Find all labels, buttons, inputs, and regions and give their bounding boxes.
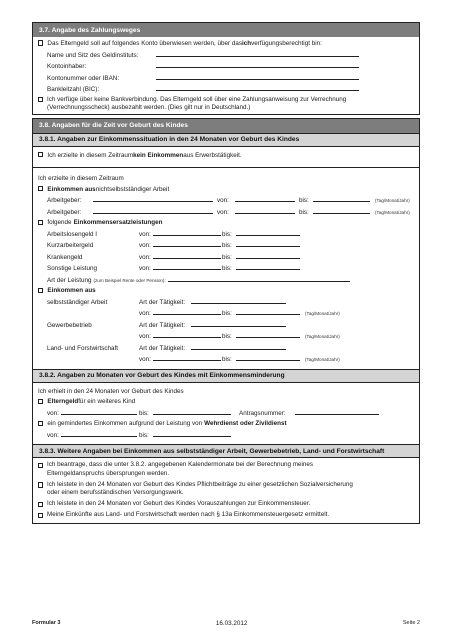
account-number-field[interactable] (156, 73, 359, 80)
checkbox[interactable] (38, 421, 43, 426)
section-title: 3.7. Angabe des Zahlungsweges (33, 23, 419, 37)
checkbox[interactable] (38, 502, 43, 507)
account-holder-field[interactable] (156, 61, 359, 68)
from-date-field[interactable] (235, 195, 295, 202)
option-social-contributions[interactable]: Ich leistete in den 24 Monaten vor Geburt des Kindes Pflichtbeiträge zu einer gesetzlichen Sozialversicherung oder einem berufsständischen Versorgungswerk. (38, 481, 414, 497)
from-date-field[interactable] (153, 354, 221, 361)
benefit-type-row: Art der Leistung (zum Beispiel Rente oder Pension): (38, 275, 414, 287)
from-date-field[interactable] (61, 408, 137, 415)
checkbox[interactable] (38, 97, 43, 102)
from-date-field[interactable] (153, 240, 221, 247)
benefit-row: Kurzarbeitergeld von: bis: (38, 240, 414, 252)
from-date-field[interactable] (153, 229, 221, 236)
option-employment[interactable]: Einkommen aus nichtselbstständiger Arbeit (38, 185, 414, 196)
to-date-field[interactable] (236, 263, 300, 270)
page-number: Seite 2 (402, 620, 420, 626)
checkbox[interactable] (38, 463, 43, 468)
checkbox[interactable] (38, 399, 43, 404)
from-date-field[interactable] (153, 252, 221, 259)
activity-type-field[interactable] (191, 297, 286, 304)
benefit-row: Sonstige Leistung von: bis: (38, 263, 414, 275)
checkbox[interactable] (38, 220, 43, 225)
from-date-field[interactable] (153, 308, 221, 315)
bank-institute-field[interactable] (156, 50, 359, 57)
option-cheque[interactable]: Ich verfüge über keine Bankverbindung. Das Elterngeld soll über eine Zahlungsanweisung zur Verrechnung (Verrechnungsscheck) ausbezahlt werden. (Dies gilt nur in Deutschland.) (38, 96, 414, 112)
field-label-holder: Kontoinhaber: (47, 63, 87, 70)
section-3-7 (32, 22, 420, 115)
to-date-field[interactable] (236, 229, 300, 236)
to-date-field[interactable] (153, 408, 231, 415)
form-page (32, 22, 420, 524)
activity-type-field[interactable] (191, 320, 286, 327)
bic-field[interactable] (156, 84, 359, 91)
form-date: 16.03.2012 (215, 620, 248, 627)
checkbox[interactable] (38, 186, 43, 191)
from-date-field[interactable] (61, 430, 137, 437)
option-bank-transfer[interactable]: Das Elterngeld soll auf folgendes Konto überwiesen werden, über das ich verfügungsberechtigt bin: (38, 39, 414, 50)
to-date-field[interactable] (313, 207, 370, 214)
checkbox[interactable] (38, 482, 43, 487)
subsection-title: 3.8.1. Angaben zur Einkommenssituation in den 24 Monaten vor Geburt des Kindes (33, 133, 419, 146)
option-self-employed[interactable]: Einkommen aus (38, 286, 414, 297)
employer-row: Arbeitgeber: von: bis: (Tag/Monat/Jahr) (47, 208, 410, 216)
from-date-field[interactable] (235, 207, 295, 214)
benefit-row: Krankengeld von: bis: (38, 252, 414, 264)
field-label-bic: Bankleitzahl (BIC): (47, 86, 100, 93)
employer-field[interactable] (93, 195, 213, 202)
activity-type-field[interactable] (191, 343, 286, 350)
to-date-field[interactable] (236, 240, 300, 247)
option-tax-prepayments[interactable]: Ich leistete in den 24 Monaten vor Geburt des Kindes Vorauszahlungen zur Einkommensteuer. (38, 500, 414, 508)
employer-field[interactable] (93, 207, 213, 214)
option-no-income[interactable]: Ich erzielte in diesem Zeitraum kein Einkommen aus Erwerbstätigkeit. (38, 151, 414, 162)
benefit-type-field[interactable] (168, 275, 350, 282)
field-label-account: Kontonummer oder IBAN: (47, 74, 120, 82)
to-date-field[interactable] (236, 308, 300, 315)
section-3-8: 3.8. Angaben für die Zeit vor Geburt des Kindes 3.8.1. Angaben zur Einkommenssituation in den 24 Monaten vor Geburt des Kindes Ich erzielte in diesem Zeitraum kein Einkommen aus Erwerbstätigkeit. Ich erzielte in diesem Zeitraum Einkommen aus nichtselbstständiger Arbeit Arbeitgeber: von: bis: (Tag/Monat/Jahr) Arbeitgeber: von: bis: (Tag/Monat/Jahr) folgende Einkommensersatzleistungen Arbeitslosengeld I von: bis: Kurzarbeitergeld von: bis: Krankengeld von: bis: Sonstige Leistung von: bis: Art der Leistung (zum Beispiel Rente oder Pension): Einkommen aus selbstständiger Arbeit Art der Tätigkeit: von: bis: (Tag/Monat/Jahr) Gewerbebetrieb Art der Tätigkeit: von: bis: (Tag/Monat/Jahr) Land- und Forstwirtschaft Art der Tätigkeit: von: bis: (Tag/Monat/Jahr) 3.8.2. Angaben zu Monaten vor Geburt des Kindes mit Einkommensminderung Ich erhielt in den 24 Monaten vor Geburt des Kindes Elterngeld für ein weiteres Kind von: bis: Antragsnummer: ein gemindertes Einkommen aufgrund der Leistung von Wehrdienst oder Zivildienst von: bis: 3.8.3. Weitere Angaben bei Einkommen aus selbstständiger Arbeit, Gewerbebetrieb, Land- und Forstwirtschaft Ich beantrage, dass die unter 3.8.2. angegebenen Kalendermonate bei der Berechnung meines Elterngeldanspruchs übersprungen werden. Ich leistete in den 24 Monaten vor Geburt des Kindes Pflichtbeiträge zu einer gesetzlichen Sozialversicherung oder einem berufsständischen Versorgungswerk. Ich leistete in den 24 Monaten vor Geburt des Kindes Vorauszahlungen zur Einkommensteuer. Meine Einkünfte aus Land- und Forstwirtschaft werden nach § 13a Einkommensteuergesetz ermittelt. (32, 118, 420, 524)
benefit-row: Arbeitslosengeld I von: bis: (38, 229, 414, 241)
subsection-title: 3.8.2. Angaben zu Monaten vor Geburt des Kindes mit Einkommensminderung (33, 369, 419, 382)
to-date-field[interactable] (153, 430, 231, 437)
application-number-field[interactable] (295, 408, 379, 415)
option-skip-months[interactable]: Ich beantrage, dass die unter 3.8.2. angegebenen Kalendermonate bei der Berechnung meines Elterngeldanspruchs übersprungen werden. (38, 461, 414, 477)
option-benefits[interactable]: folgende Einkommensersatzleistungen (38, 218, 414, 229)
intro-text: Ich erzielte in diesem Zeitraum (38, 175, 124, 183)
to-date-field[interactable] (236, 331, 300, 338)
to-date-field[interactable] (313, 195, 370, 202)
to-date-field[interactable] (236, 354, 300, 361)
from-date-field[interactable] (153, 331, 221, 338)
from-date-field[interactable] (153, 263, 221, 270)
option-parental-allowance[interactable]: Elterngeld für ein weiteres Kind (38, 397, 414, 408)
checkbox[interactable] (38, 40, 43, 45)
option-section-13a[interactable]: Meine Einkünfte aus Land- und Forstwirtschaft werden nach § 13a Einkommensteuergesetz ermittelt. (38, 511, 414, 519)
checkbox[interactable] (38, 152, 43, 157)
section-title: 3.8. Angaben für die Zeit vor Geburt des Kindes (33, 119, 419, 133)
to-date-field[interactable] (236, 252, 300, 259)
field-label-institute: Name und Sitz des Geldinstituts: (47, 51, 139, 59)
checkbox[interactable] (38, 288, 43, 293)
employer-row: Arbeitgeber: von: bis: (Tag/Monat/Jahr) (47, 197, 410, 205)
option-military-service[interactable]: ein gemindertes Einkommen aufgrund der Leistung von Wehrdienst oder Zivildienst (38, 419, 414, 430)
form-number: Formular 3 (32, 620, 61, 626)
page-footer (32, 620, 420, 627)
checkbox[interactable] (38, 513, 43, 518)
subsection-title: 3.8.3. Weitere Angaben bei Einkommen aus selbstständiger Arbeit, Gewerbebetrieb, Land- und Forstwirtschaft (33, 444, 419, 457)
